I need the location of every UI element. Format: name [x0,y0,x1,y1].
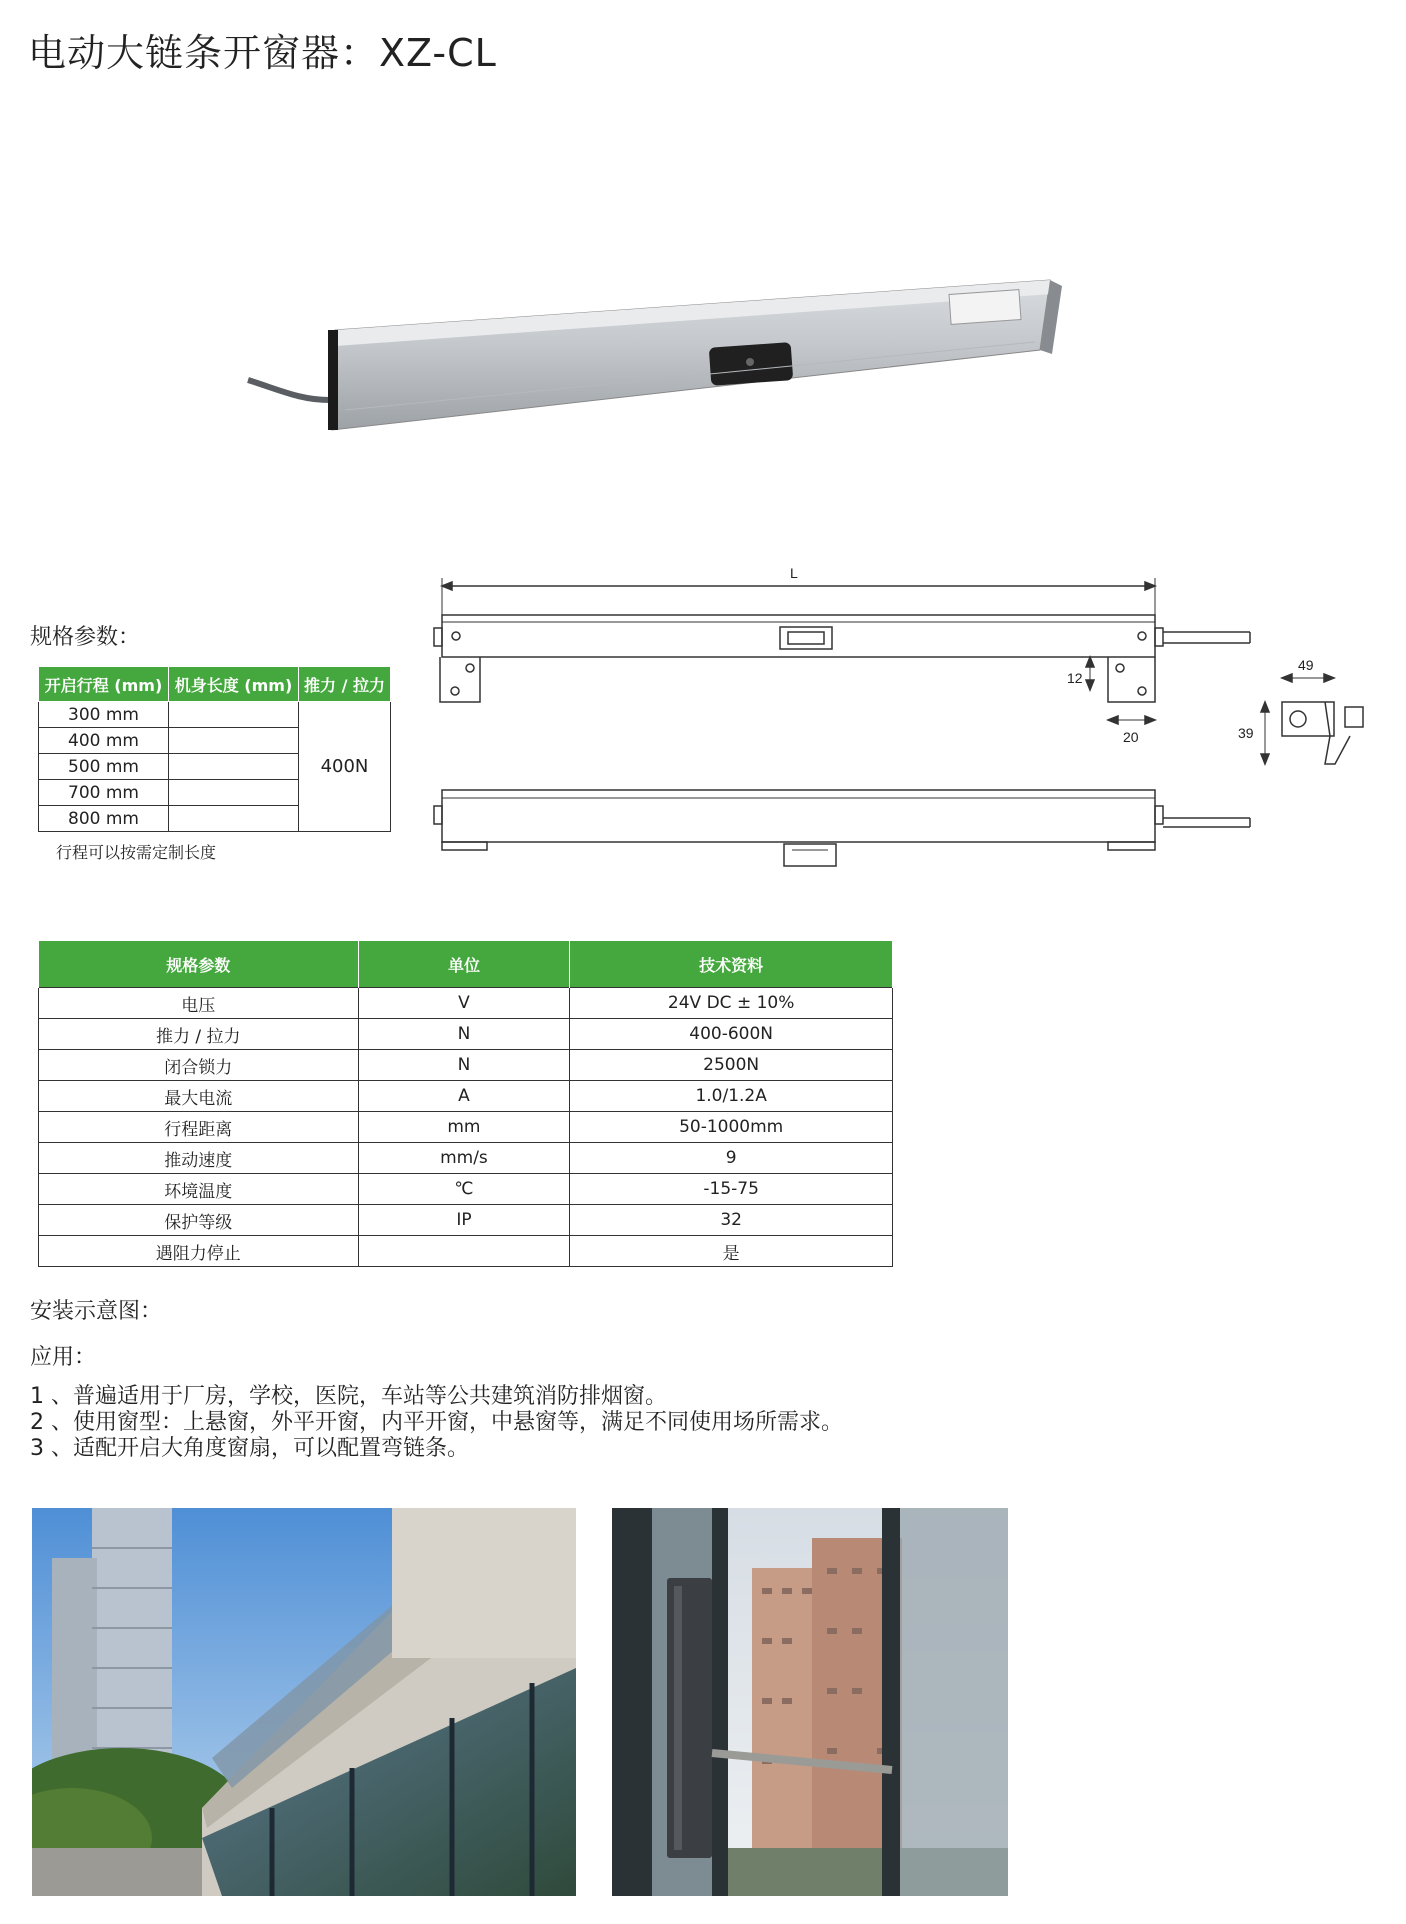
param-name-cell: 行程距离 [39,1112,359,1143]
application-item: 1 、普遍适用于厂房，学校，医院，车站等公共建筑消防排烟窗。 [30,1384,667,1409]
param-unit-cell: IP [358,1205,570,1236]
param-value-cell: 9 [570,1143,893,1174]
install-label: 安装示意图： [30,1299,163,1324]
stroke-cell: 800 mm [39,806,169,832]
spec-section-label: 规格参数： [30,625,141,650]
dim-20: 20 [1123,729,1139,745]
application-item: 2 、使用窗型：上悬窗，外平开窗，内平开窗，中悬窗等，满足不同使用场所需求。 [30,1410,843,1435]
parameter-table [38,941,893,1267]
param-name-cell: 最大电流 [39,1081,359,1112]
product-photo [240,250,1100,470]
stroke-note: 行程可以按需定制长度 [56,843,217,862]
param-row [39,1143,893,1174]
header-body-length: 机身长度 (mm) [169,667,299,702]
param-unit-cell: mm [358,1112,570,1143]
param-name-cell: 闭合锁力 [39,1050,359,1081]
param-value-cell: 24V DC ± 10% [570,988,893,1019]
param-unit-cell: A [358,1081,570,1112]
param-value-cell: 50-1000mm [570,1112,893,1143]
param-value-cell: -15-75 [570,1174,893,1205]
installation-photo-window [612,1508,1008,1896]
installation-photo-facade [32,1508,576,1896]
force-cell: 400N [299,702,391,832]
header-param: 规格参数 [39,941,359,988]
header-unit: 单位 [358,941,570,988]
stroke-cell: 300 mm [39,702,169,728]
application-list [30,1384,843,1462]
param-unit-cell: V [358,988,570,1019]
stroke-cell: 500 mm [39,754,169,780]
dimension-drawing [420,560,1390,880]
param-value-cell: 2500N [570,1050,893,1081]
application-item: 3 、适配开启大角度窗扇，可以配置弯链条。 [30,1436,469,1461]
length-cell [169,728,299,754]
page-title: 电动大链条开窗器：XZ-CL [28,31,497,75]
param-row [39,988,893,1019]
param-row [39,1174,893,1205]
length-cell [169,754,299,780]
param-row [39,1019,893,1050]
stroke-cell: 700 mm [39,780,169,806]
param-row [39,1236,893,1267]
param-unit-cell [358,1236,570,1267]
param-name-cell: 推力 / 拉力 [39,1019,359,1050]
param-name-cell: 环境温度 [39,1174,359,1205]
param-row [39,1112,893,1143]
dim-49: 49 [1298,657,1314,673]
param-row [39,1205,893,1236]
stroke-table [38,666,391,832]
stroke-cell: 400 mm [39,728,169,754]
param-row [39,1081,893,1112]
param-name-cell: 保护等级 [39,1205,359,1236]
application-label: 应用： [30,1345,97,1370]
dim-39: 39 [1238,725,1254,741]
length-cell [169,806,299,832]
header-force: 推力 / 拉力 [299,667,391,702]
param-name-cell: 电压 [39,988,359,1019]
param-unit-cell: N [358,1050,570,1081]
param-unit-cell: mm/s [358,1143,570,1174]
dim-12: 12 [1067,670,1083,686]
param-value-cell: 是 [570,1236,893,1267]
header-tech: 技术资料 [570,941,893,988]
param-name-cell: 遇阻力停止 [39,1236,359,1267]
length-cell [169,702,299,728]
param-name-cell: 推动速度 [39,1143,359,1174]
param-value-cell: 1.0/1.2A [570,1081,893,1112]
param-unit-cell: ℃ [358,1174,570,1205]
param-unit-cell: N [358,1019,570,1050]
length-cell [169,780,299,806]
param-row [39,1050,893,1081]
dim-L: L [790,565,798,581]
header-stroke: 开启行程 (mm) [39,667,169,702]
param-value-cell: 400-600N [570,1019,893,1050]
param-value-cell: 32 [570,1205,893,1236]
